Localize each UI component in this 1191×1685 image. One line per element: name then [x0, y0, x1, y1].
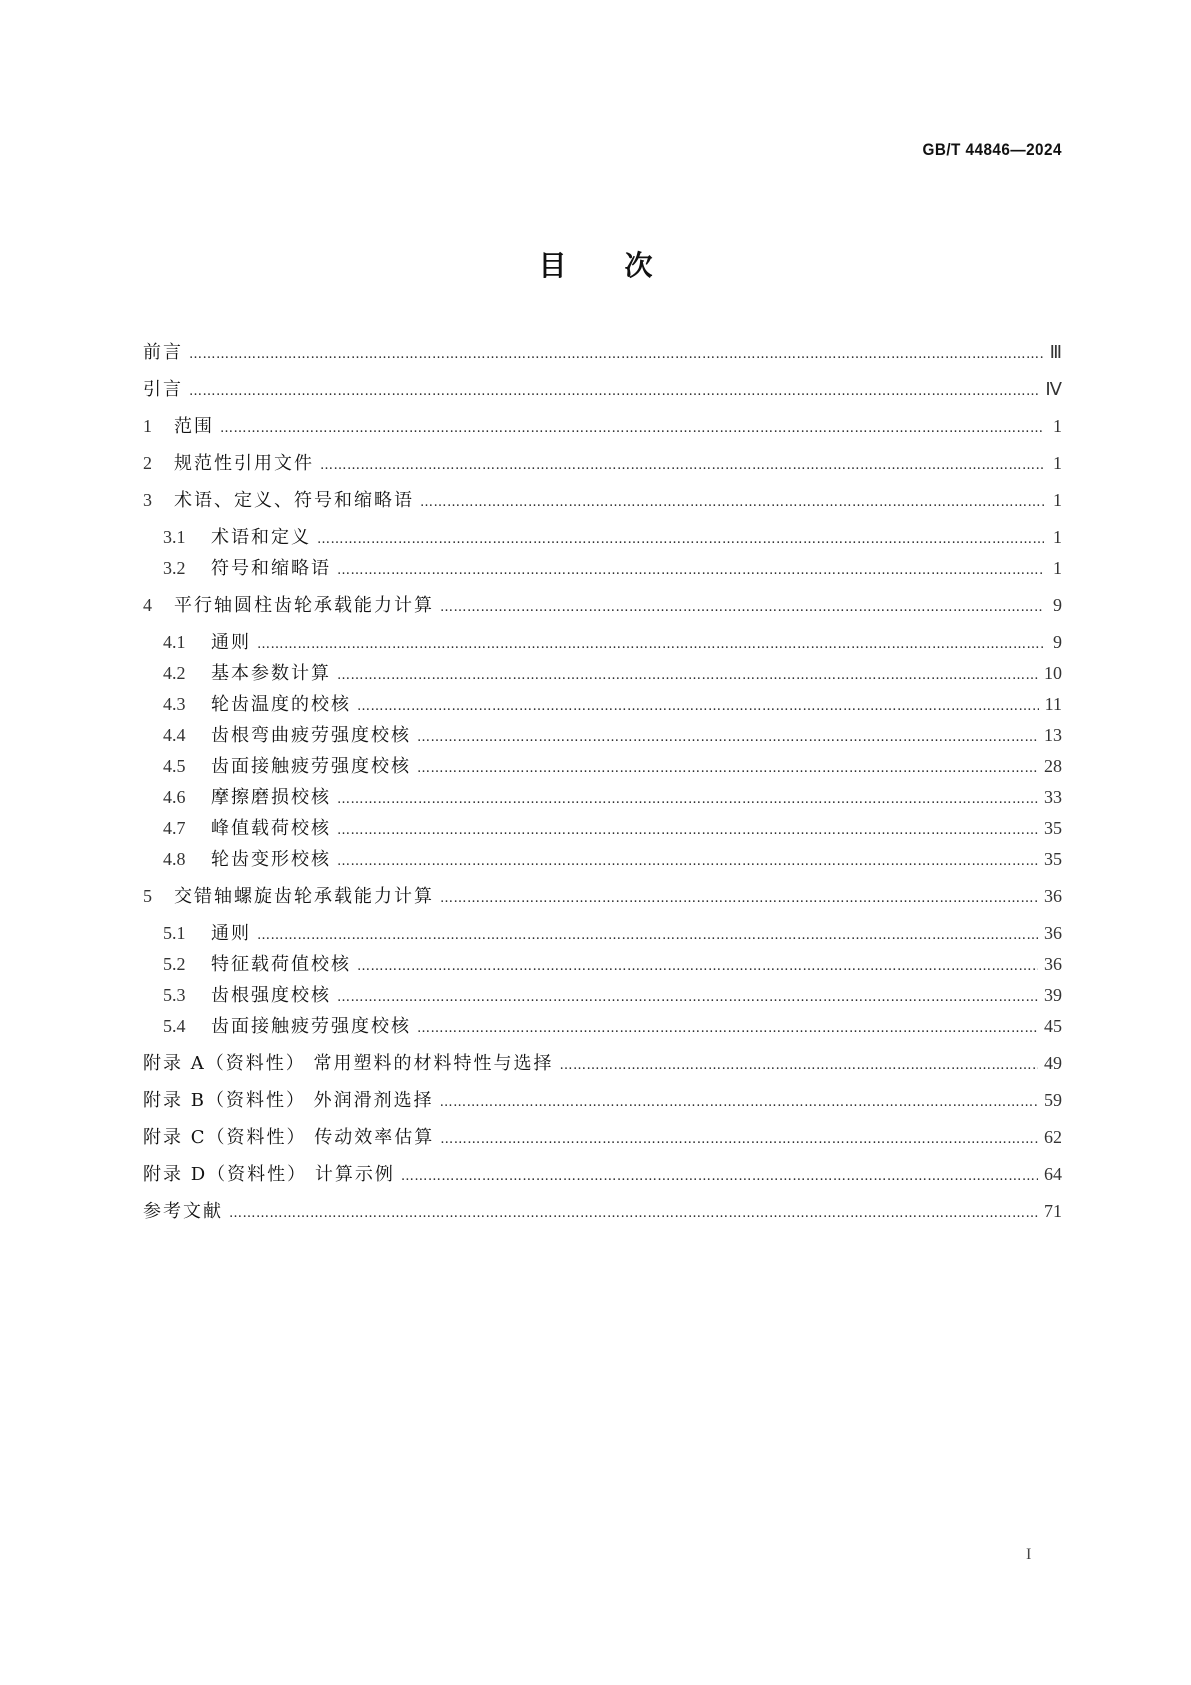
toc-entry-page: 11: [1044, 694, 1062, 714]
toc-entry[interactable]: [163, 554, 1062, 579]
toc-entry-number: 5: [143, 886, 152, 906]
dot-leader: [440, 1095, 1038, 1110]
toc-entry-page: 33: [1044, 787, 1062, 807]
toc-entry[interactable]: [143, 1086, 1062, 1111]
toc-entry-title: 符号和缩略语: [211, 558, 331, 579]
toc-entry[interactable]: [143, 486, 1062, 511]
toc-entry[interactable]: [163, 950, 1062, 975]
toc-entry[interactable]: [163, 783, 1062, 808]
dot-leader: [357, 699, 1039, 714]
toc-entry-title: 摩擦磨损校核: [211, 787, 331, 808]
toc-entry[interactable]: [163, 690, 1062, 715]
dot-leader: [337, 854, 1038, 869]
toc-entry-title: 附录 A（资料性） 常用塑料的材料特性与选择: [143, 1053, 554, 1074]
toc-entry[interactable]: [163, 981, 1062, 1006]
toc-entry[interactable]: [163, 523, 1062, 548]
toc-entry-title: 前言: [143, 342, 183, 363]
toc-entry-number: 3: [143, 490, 152, 510]
toc-entry-title: 基本参数计算: [211, 663, 331, 684]
toc-entry-number: 4.3: [163, 694, 186, 714]
toc-entry-number: 3.1: [163, 527, 186, 547]
toc-entry-page: Ⅲ: [1049, 342, 1062, 362]
toc-entry-page: 1: [1053, 527, 1062, 547]
toc-entry[interactable]: [143, 1197, 1062, 1222]
toc-entry-page: 1: [1053, 490, 1062, 510]
toc-entry-title: 特征载荷值校核: [211, 954, 351, 975]
toc-entry-title: 附录 B（资料性） 外润滑剂选择: [143, 1090, 434, 1111]
toc-entry-title: 参考文献: [143, 1201, 223, 1222]
standard-number: GB/T 44846—2024: [922, 140, 1062, 159]
dot-leader: [440, 600, 1044, 615]
page-number: I: [1026, 1546, 1032, 1563]
toc-entry[interactable]: [143, 375, 1062, 400]
dot-leader: [337, 792, 1038, 807]
toc-entry-title: 附录 C（资料性） 传动效率估算: [143, 1127, 435, 1148]
toc-entry-page: 64: [1044, 1164, 1062, 1184]
toc-entry[interactable]: [143, 1160, 1062, 1185]
toc-entry-page: 39: [1044, 985, 1062, 1005]
toc-entry-title: 术语、定义、符号和缩略语: [174, 490, 414, 511]
toc-entry-number: 5.1: [163, 923, 186, 943]
toc-entry-title: 齿根强度校核: [211, 985, 331, 1006]
dot-leader: [320, 458, 1044, 473]
toc-entry-number: 4.5: [163, 756, 186, 776]
dot-leader: [220, 421, 1044, 436]
dot-leader: [257, 637, 1044, 652]
toc-entry-page: 35: [1044, 818, 1062, 838]
dot-leader: [440, 1132, 1038, 1147]
page-title: 目次: [538, 249, 711, 282]
toc-entry-number: 1: [143, 416, 152, 436]
toc-entry[interactable]: [163, 752, 1062, 777]
toc-entry-page: 13: [1044, 725, 1062, 745]
toc-entry-page: 35: [1044, 849, 1062, 869]
dot-leader: [417, 761, 1038, 776]
toc-entry[interactable]: [143, 338, 1062, 363]
dot-leader: [401, 1169, 1038, 1184]
toc-entry-number: 2: [143, 453, 152, 473]
toc-entry-page: 36: [1044, 886, 1062, 906]
toc-entry-title: 平行轴圆柱齿轮承载能力计算: [174, 595, 434, 616]
toc-entry-title: 交错轴螺旋齿轮承载能力计算: [174, 886, 434, 907]
toc-entry-page: 9: [1053, 595, 1062, 615]
toc-entry-page: 9: [1053, 632, 1062, 652]
toc-entry-title: 术语和定义: [211, 527, 311, 548]
dot-leader: [417, 730, 1038, 745]
toc-entry-title: 附录 D（资料性） 计算示例: [143, 1164, 395, 1185]
dot-leader: [189, 384, 1039, 399]
toc-entry[interactable]: [163, 659, 1062, 684]
toc-entry-number: 4.6: [163, 787, 186, 807]
toc-entry-page: 45: [1044, 1016, 1062, 1036]
dot-leader: [229, 1206, 1038, 1221]
toc-entry-title: 范围: [174, 416, 214, 437]
toc-entry-page: 28: [1044, 756, 1062, 776]
toc-entry-page: 10: [1044, 663, 1062, 683]
toc-entry-number: 5.2: [163, 954, 186, 974]
toc-entry-page: 36: [1044, 954, 1062, 974]
toc-entry[interactable]: [143, 412, 1062, 437]
toc-entry-number: 4.1: [163, 632, 186, 652]
dot-leader: [337, 990, 1038, 1005]
toc-entry-page: 71: [1044, 1201, 1062, 1221]
toc-entry-title: 齿根弯曲疲劳强度校核: [211, 725, 411, 746]
toc-entry-number: 5.3: [163, 985, 186, 1005]
toc-entry-title: 通则: [211, 923, 251, 944]
toc-entry-title: 齿面接触疲劳强度校核: [211, 756, 411, 777]
dot-leader: [337, 563, 1044, 578]
toc-entry[interactable]: [143, 449, 1062, 474]
dot-leader: [420, 495, 1044, 510]
toc-entry-page: 1: [1053, 558, 1062, 578]
toc-entry-number: 4.8: [163, 849, 186, 869]
toc-entry[interactable]: [143, 882, 1062, 907]
dot-leader: [417, 1021, 1038, 1036]
toc-entry[interactable]: [143, 1049, 1062, 1074]
toc-entry[interactable]: [163, 628, 1062, 653]
toc-entry-number: 5.4: [163, 1016, 186, 1036]
toc-entry-number: 4: [143, 595, 152, 615]
toc-entry[interactable]: [163, 721, 1062, 746]
toc-entry-title: 轮齿变形校核: [211, 849, 331, 870]
toc-entry-number: 4.2: [163, 663, 186, 683]
toc-entry-title: 通则: [211, 632, 251, 653]
toc-entry[interactable]: [163, 814, 1062, 839]
toc-entry[interactable]: [143, 591, 1062, 616]
toc-entry-page: Ⅳ: [1045, 379, 1062, 399]
toc-entry[interactable]: [163, 919, 1062, 944]
dot-leader: [357, 959, 1038, 974]
dot-leader: [440, 891, 1038, 906]
toc-entry-number: 3.2: [163, 558, 186, 578]
toc-entry[interactable]: [163, 845, 1062, 870]
toc-entry-page: 1: [1053, 416, 1062, 436]
toc-entry[interactable]: [143, 1123, 1062, 1148]
toc-entry-title: 齿面接触疲劳强度校核: [211, 1016, 411, 1037]
toc-entry-title: 规范性引用文件: [174, 453, 314, 474]
dot-leader: [337, 823, 1038, 838]
toc-entry[interactable]: [163, 1012, 1062, 1037]
toc-entry-title: 轮齿温度的校核: [211, 694, 351, 715]
toc-entry-number: 4.4: [163, 725, 186, 745]
dot-leader: [189, 347, 1044, 362]
dot-leader: [317, 532, 1044, 547]
toc-entry-number: 4.7: [163, 818, 186, 838]
toc-entry-title: 引言: [143, 379, 183, 400]
toc-entry-title: 峰值载荷校核: [211, 818, 331, 839]
toc-entry-page: 1: [1053, 453, 1062, 473]
toc-entry-page: 62: [1044, 1127, 1062, 1147]
toc-entry-page: 59: [1044, 1090, 1062, 1110]
dot-leader: [559, 1058, 1038, 1073]
toc-entry-page: 36: [1044, 923, 1062, 943]
dot-leader: [337, 668, 1038, 683]
dot-leader: [257, 928, 1038, 943]
toc-entry-page: 49: [1044, 1053, 1062, 1073]
